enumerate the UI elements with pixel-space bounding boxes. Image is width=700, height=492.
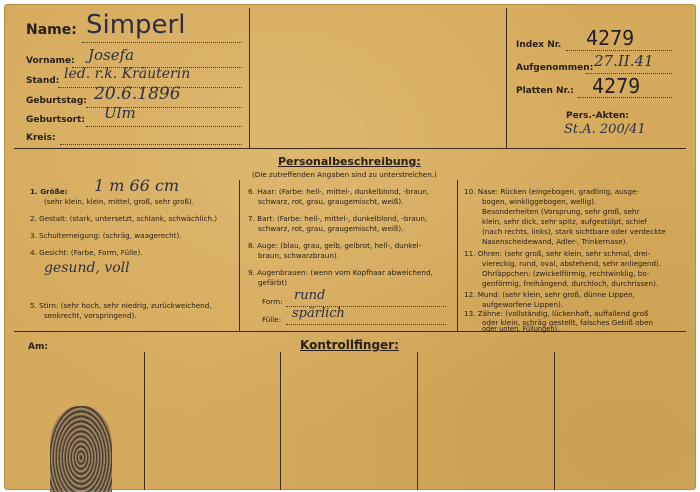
- akten-value: St.A. 200/41: [564, 122, 646, 137]
- auge-line-2: braun, schwarzbraun).: [258, 251, 339, 260]
- ohren-line-4: genförmig, freihängend, durchloch, durchrissen).: [482, 279, 659, 288]
- kreis-line: [60, 144, 242, 145]
- geburtsort-label: Geburtsort:: [26, 115, 85, 125]
- ohren-line-2: viereckig, rund, oval, abstehend, sehr anliegend).: [482, 259, 662, 268]
- form-value: rund: [294, 288, 326, 303]
- akten-label: Pers.-Akten:: [566, 111, 630, 121]
- divider-description-bottom: [14, 331, 686, 332]
- divider-header-right: [506, 8, 507, 148]
- stirn-line: 5. Stirn: (sehr hoch, sehr niedrig, zurückweichend,: [30, 301, 212, 310]
- stirn-line-2: senkrecht, vorspringend).: [44, 311, 137, 320]
- geburtsort-line: [86, 126, 242, 127]
- groesse-value: 1 m 66 cm: [94, 176, 180, 195]
- groesse-label: 1. Größe:: [30, 187, 68, 196]
- haar-line-2: schwarz, rot, grau, graugemischt, weiß).: [258, 197, 404, 206]
- geburtsort-value: Ulm: [104, 104, 136, 122]
- fuelle-line: [286, 324, 446, 325]
- bart-line-2: schwarz, rot, grau, graugemischt, weiß).: [258, 224, 404, 233]
- aufgenommen-label: Aufgenommen:: [516, 63, 594, 73]
- groesse-options: (sehr klein, klein, mittel, groß, sehr groß).: [44, 197, 194, 206]
- index-label: Index Nr.: [516, 40, 562, 50]
- geburtstag-label: Geburtstag:: [26, 96, 87, 106]
- name-line: [82, 42, 242, 43]
- divider-finger-3: [417, 352, 418, 490]
- nase-line-5: (nach rechts, links), stark sichtbare oder verdeckte: [482, 227, 666, 236]
- divider-finger-1: [144, 352, 145, 490]
- fuelle-value: spärlich: [292, 306, 345, 321]
- bart-line: 7. Bart: (Farbe: hell-, mittel-, dunkelblond, -braun,: [248, 214, 428, 223]
- nase-line-4: klein, sehr dick, sehr spitz, aufgestülpt, schief: [482, 217, 648, 226]
- description-title: Personalbeschreibung:: [278, 155, 421, 168]
- stand-value: led. r.k. Kräuterin: [64, 66, 191, 82]
- gesicht-value: gesund, voll: [44, 260, 130, 276]
- mund-line-2: aufgeworfene Lippen).: [482, 300, 564, 309]
- form-label: Form:: [262, 297, 283, 306]
- gestalt-line: 2. Gestalt: (stark, untersetzt, schlank, schwächlich.): [30, 214, 218, 223]
- divider-header-bottom: [14, 148, 686, 149]
- haar-line: 6. Haar: (Farbe: hell-, mittel-, dunkelblond, -braun,: [248, 187, 430, 196]
- platten-line: [578, 97, 672, 98]
- mund-line: 12. Mund: (sehr klein, sehr groß, dünne Lippen,: [464, 290, 635, 299]
- nase-line-2: bogen, winkliggebogen, wellig).: [482, 197, 597, 206]
- kreis-label: Kreis:: [26, 133, 56, 143]
- name-label: Name:: [26, 22, 77, 38]
- am-label: Am:: [28, 342, 48, 352]
- brauen-line: 9. Augenbrauen: (wenn vom Kopfhaar abweichend,: [248, 268, 433, 277]
- kontrollfinger-title: Kontrollfinger:: [300, 338, 399, 352]
- divider-desc-col1: [239, 180, 240, 331]
- ohren-line-3: Ohrläppchen: (zwickelförmig, rechtwinklig, bo-: [482, 269, 650, 278]
- divider-desc-col2: [457, 180, 458, 331]
- schulter-line: 3. Schulterneigung: (schräg, waagerecht).: [30, 231, 182, 240]
- nase-line: 10. Nase: Rücken (eingebogen, gradlinig, ausge-: [464, 187, 639, 196]
- platten-label: Platten Nr.:: [516, 86, 574, 96]
- divider-header-left: [249, 8, 250, 148]
- gesicht-line: 4. Gesicht: (Farbe, Form, Fülle).: [30, 248, 143, 257]
- zaehne-line: 13. Zähne: (vollständig, lückenhaft, auffallend groß: [464, 309, 649, 318]
- index-value: 4279: [586, 26, 635, 50]
- registration-card: [4, 4, 696, 490]
- vorname-label: Vorname:: [26, 56, 75, 66]
- nase-line-3: Besonderheiten (Vorsprung, sehr groß, sehr: [482, 207, 640, 216]
- nase-line-6: Nasenscheidewand, Adler-, Trinkernase).: [482, 237, 628, 246]
- description-subtitle: (Die zutreffenden Angaben sind zu unterstreichen.): [252, 170, 437, 179]
- ohren-line: 11. Ohren: (sehr groß, sehr klein, sehr schmal, drei-: [464, 249, 651, 258]
- aufgenommen-value: 27.II.41: [594, 52, 654, 70]
- brauen-line-2: gefärbt): [258, 278, 288, 287]
- zaehne-line-2: oder klein, schräg gestellt, falsches Gebiß oben: [482, 318, 654, 327]
- auge-line: 8. Auge: (blau, grau, gelb, gelbrot, hell-, dunkel-: [248, 241, 422, 250]
- fingerprint-image: [50, 406, 112, 492]
- vorname-value: Josefa: [88, 46, 135, 64]
- name-value: Simperl: [86, 10, 186, 40]
- platten-value: 4279: [592, 74, 641, 98]
- stand-label: Stand:: [26, 76, 60, 86]
- divider-finger-4: [554, 352, 555, 490]
- index-line: [566, 50, 672, 51]
- zaehne-line-3: oder unten, Füllungen).: [482, 325, 560, 333]
- geburtstag-value: 20.6.1896: [94, 84, 181, 104]
- divider-finger-2: [280, 352, 281, 490]
- fuelle-label: Fülle:: [262, 315, 282, 324]
